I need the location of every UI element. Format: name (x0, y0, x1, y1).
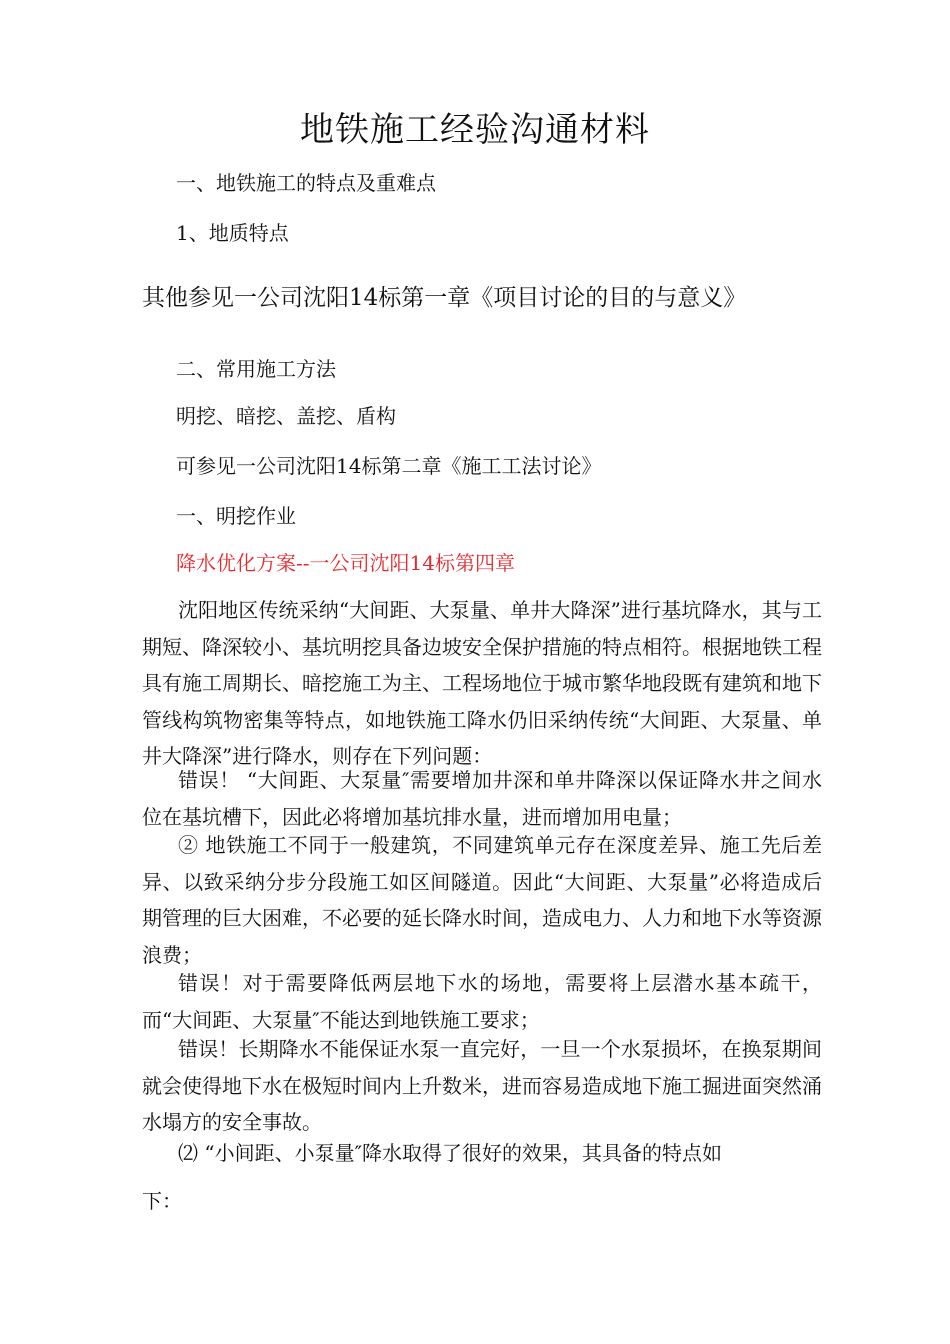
paragraph-6-tail: 下： (142, 1189, 182, 1213)
paragraph-1: 沈阳地区传统采纳“大间距、大泵量、单井大降深”进行基坑降水，其与工期短、降深较小、基坑明挖具备边坡安全保护措施的特点相符。根据地铁工程具有施工周期长、暗挖施工为主、工程场地位于城市繁华地段既有建筑和地下管线构筑物密集等特点，如地铁施工降水仍旧采纳传统“大间距、大泵量、单井大降深”进行降水，则存在下列问题： (142, 598, 822, 768)
paragraph-2: 错误！ “大间距、大泵量″需要增加井深和单井降深以保证降水井之间水位在基坑槽下，因此必将增加基坑排水量，进而增加用电量； (142, 768, 822, 829)
reference-line-2: 可参见一公司沈阳14标第二章《施工工法讨论》 (176, 454, 602, 478)
heading-1: 一、地铁施工的特点及重难点 (176, 171, 436, 195)
methods-line: 明挖、暗挖、盖挖、盾构 (176, 404, 396, 428)
heading-1-1: 1、地质特点 (176, 221, 289, 245)
paragraph-4: 错误！对于需要降低两层地下水的场地，需要将上层潜水基本疏干，而“大间距、大泵量″不能达到地铁施工要求； (142, 971, 822, 1032)
paragraph-5: 错误！长期降水不能保证水泵一直完好，一旦一个水泵损坏，在换泵期间就会使得地下水在极短时间内上升数米，进而容易造成地下施工掘进面突然涌水塌方的安全事故。 (142, 1037, 822, 1134)
heading-3: 一、明挖作业 (176, 504, 296, 528)
paragraph-3: ② 地铁施工不同于一般建筑，不同建筑单元存在深度差异、施工先后差异、以致采纳分步分段施工如区间隧道。因此“大间距、大泵量”必将造成后期管理的巨大困难，不必要的延长降水时间，造成电力、人力和地下水等资源浪费； (142, 833, 822, 967)
reference-line-1: 其他参见一公司沈阳14标第一章《项目讨论的目的与意义》 (142, 285, 747, 311)
heading-2: 二、常用施工方法 (176, 357, 336, 381)
paragraph-6: ⑵ “小间距、小泵量″降水取得了很好的效果，其具备的特点如 (178, 1141, 723, 1165)
red-reference-line: 降水优化方案--一公司沈阳14标第四章 (176, 551, 515, 575)
document-title: 地铁施工经验沟通材料 (300, 110, 650, 150)
